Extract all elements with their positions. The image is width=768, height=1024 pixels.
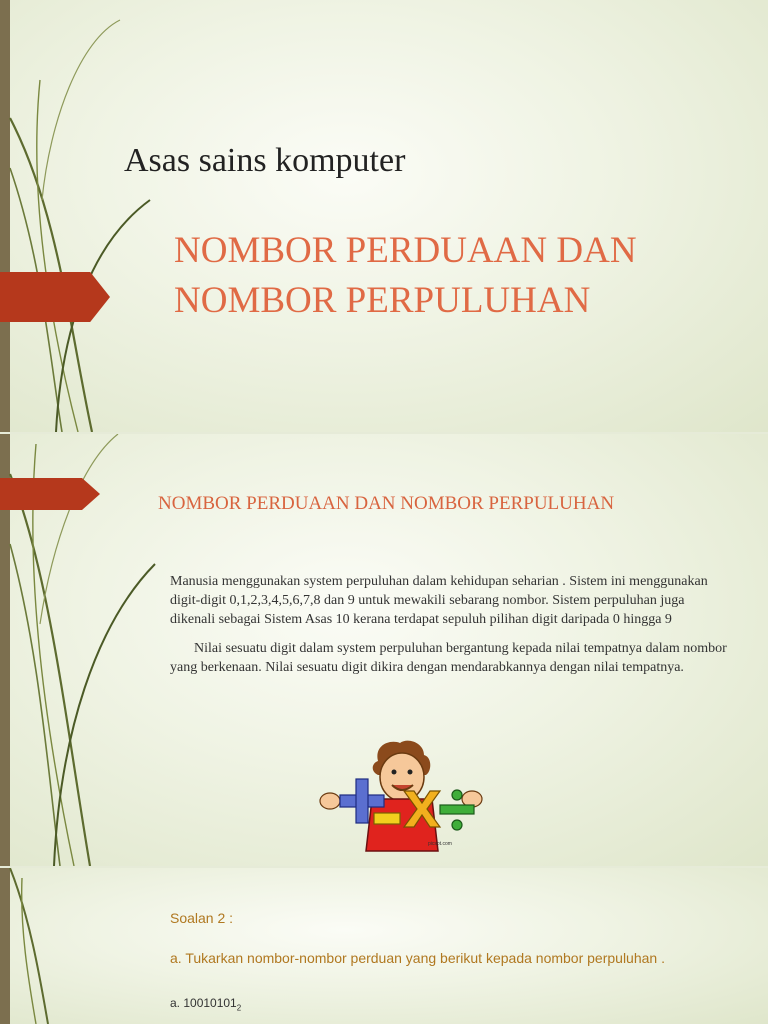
question-item-a [170, 996, 241, 1012]
slide-question [0, 868, 768, 1024]
item-a-value: a. 10010101 [170, 996, 237, 1010]
slide-heading: NOMBOR PERDUAAN DAN NOMBOR PERPULUHAN [158, 493, 615, 514]
slide-title [0, 0, 768, 432]
subtitle-line-2: NOMBOR PERPULUHAN [174, 280, 591, 321]
paragraph-2: Nilai sesuatu digit dalam system perpuluhan bergantung kepada nilai tempatnya dalam nombor yang berkenaan. Nilai sesuatu digit dikira dengan mendarabkannya dengan nilai tempatnya. [170, 641, 727, 675]
math-boy-clipart [316, 739, 486, 859]
paragraph-1: Manusia menggunakan system perpuluhan dalam kehidupan seharian . Sistem ini menggunakan digit-digit 0,1,2,3,4,5,6,7,8 dan 9 untuk mewakili sebarang nombor. Sistem perpuluhan juga dikenali sebagai Sistem Asas 10 kerana terdapat sepuluh pilihan digit daripada 0 hingga 9 [170, 574, 708, 627]
item-a-base: 2 [236, 1003, 242, 1013]
clipart-caption: picsot.com [428, 841, 452, 847]
slide-subtitle [174, 226, 637, 326]
question-title: Soalan 2 : [170, 910, 234, 926]
question-text: a. Tukarkan nombor-nombor perduan yang berikut kepada nombor perpuluhan . [170, 950, 665, 966]
subtitle-line-1: NOMBOR PERDUAAN DAN [174, 230, 637, 271]
slide-content [0, 434, 768, 866]
decorative-curves [0, 0, 200, 432]
arrow-marker [0, 272, 110, 322]
slide-title-text: Asas sains komputer [124, 142, 406, 179]
slide-body [170, 572, 730, 687]
arrow-marker [0, 478, 100, 510]
